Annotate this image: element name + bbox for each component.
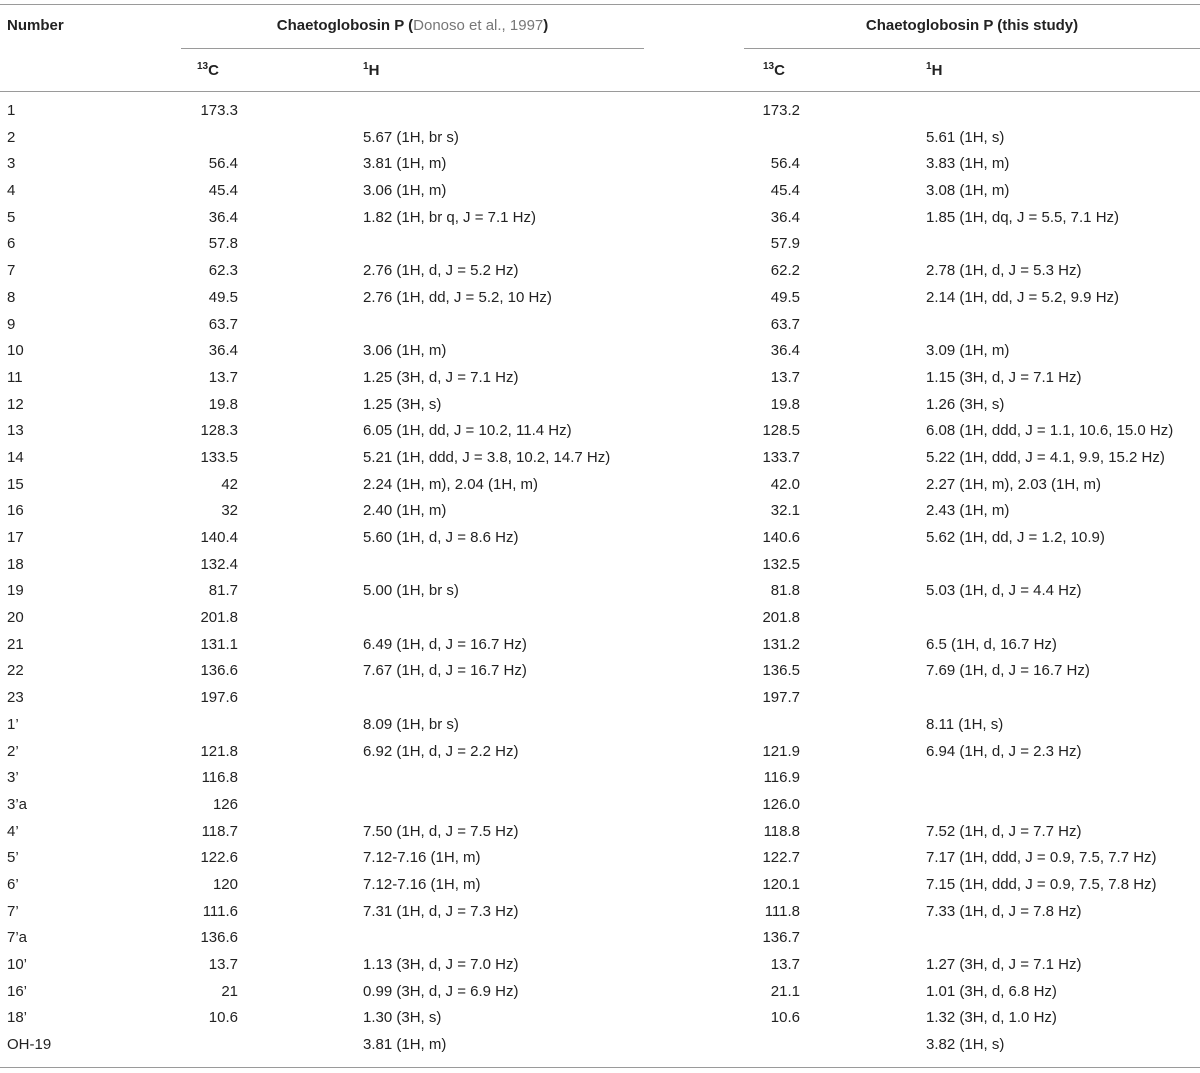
- table-row: [0, 605, 1200, 632]
- cell-1h-this-study: 3.08 (1H, m): [926, 182, 1010, 200]
- cell-13c-this-study: 197.7: [762, 689, 800, 707]
- cell-13c-literature: 136.6: [200, 662, 238, 680]
- cell-number: 4’: [7, 822, 19, 840]
- cell-1h-literature: 5.67 (1H, br s): [363, 128, 459, 146]
- cell-number: 6: [7, 235, 16, 253]
- cell-13c-literature: 36.4: [208, 208, 238, 226]
- table-row: [0, 739, 1200, 766]
- header-13c-label: C: [774, 62, 785, 79]
- table-row: [0, 765, 1200, 792]
- cell-13c-this-study: 36.4: [770, 342, 800, 360]
- cell-13c-literature: 10.6: [208, 1009, 238, 1027]
- table-row: [0, 472, 1200, 499]
- cell-number: 16’: [7, 982, 28, 1000]
- cell-1h-literature: 7.12-7.16 (1H, m): [363, 849, 481, 867]
- cell-1h-literature: 8.09 (1H, br s): [363, 715, 459, 733]
- cell-13c-literature: 120: [212, 875, 238, 893]
- cell-1h-this-study: 1.15 (3H, d, J = 7.1 Hz): [926, 368, 1082, 386]
- cell-number: 7: [7, 262, 16, 280]
- cell-13c-literature: 62.3: [208, 262, 238, 280]
- cell-1h-literature: 2.76 (1H, d, J = 5.2 Hz): [363, 262, 519, 280]
- group-rule-this-study: [744, 48, 1200, 49]
- table-row: [0, 151, 1200, 178]
- cell-13c-this-study: 120.1: [762, 875, 800, 893]
- cell-13c-literature: 49.5: [208, 288, 238, 306]
- cell-number: 8: [7, 288, 16, 306]
- cell-13c-this-study: 173.2: [762, 102, 800, 119]
- cell-1h-this-study: 6.94 (1H, d, J = 2.3 Hz): [926, 742, 1082, 760]
- table-row: [0, 125, 1200, 152]
- table-row: [0, 98, 1200, 125]
- cell-1h-literature: 7.12-7.16 (1H, m): [363, 875, 481, 893]
- cell-13c-literature: 63.7: [208, 315, 238, 333]
- table-row: [0, 338, 1200, 365]
- cell-13c-this-study: 118.8: [763, 822, 800, 840]
- cell-13c-this-study: 13.7: [770, 368, 800, 386]
- table-row: [0, 312, 1200, 339]
- cell-13c-this-study: 136.5: [762, 662, 800, 680]
- cell-number: 3’: [7, 769, 19, 787]
- cell-number: 7’a: [7, 929, 28, 947]
- cell-13c-this-study: 81.8: [770, 582, 800, 600]
- header-1h-label: H: [931, 62, 943, 79]
- table-row: [0, 925, 1200, 952]
- cell-13c-literature: 21: [221, 982, 238, 1000]
- table-row: [0, 872, 1200, 899]
- cell-number: 18: [7, 555, 24, 573]
- cell-number: 12: [7, 395, 24, 413]
- cell-number: 2’: [7, 742, 19, 760]
- cell-13c-literature: 131.1: [200, 635, 238, 653]
- table-row: [0, 205, 1200, 232]
- cell-number: OH-19: [7, 1036, 52, 1054]
- cell-number: 18’: [7, 1009, 28, 1027]
- cell-13c-literature: 132.4: [200, 555, 238, 573]
- table-row: [0, 392, 1200, 419]
- header-13c-label: C: [208, 62, 219, 79]
- cell-number: 20: [7, 609, 24, 627]
- cell-number: 23: [7, 689, 24, 707]
- cell-13c-this-study: 56.4: [770, 155, 800, 173]
- cell-13c-this-study: 13.7: [770, 956, 800, 973]
- cell-1h-this-study: 2.27 (1H, m), 2.03 (1H, m): [926, 475, 1102, 493]
- cell-13c-this-study: 121.9: [762, 742, 800, 760]
- table-row: [0, 525, 1200, 552]
- cell-1h-this-study: 1.32 (3H, d, 1.0 Hz): [926, 1009, 1057, 1027]
- header-bottom-rule: [0, 91, 1200, 92]
- cell-13c-literature: 128.3: [200, 422, 238, 440]
- table-row: [0, 578, 1200, 605]
- cell-13c-literature: 140.4: [200, 529, 238, 546]
- header-1h-label: H: [368, 62, 380, 79]
- cell-1h-literature: 5.21 (1H, ddd, J = 3.8, 10.2, 14.7 Hz): [363, 448, 611, 466]
- cell-1h-literature: 3.06 (1H, m): [363, 342, 447, 360]
- cell-1h-literature: 3.81 (1H, m): [363, 155, 447, 173]
- cell-13c-this-study: 62.2: [770, 262, 800, 280]
- table-row: [0, 258, 1200, 285]
- table-row: [0, 952, 1200, 979]
- cell-1h-this-study: 5.61 (1H, s): [926, 128, 1005, 146]
- header-13c-literature: [197, 62, 219, 79]
- cell-1h-literature: 1.13 (3H, d, J = 7.0 Hz): [363, 956, 519, 973]
- cell-13c-this-study: 131.2: [762, 635, 800, 653]
- cell-number: 1’: [7, 715, 19, 733]
- header-13c-this-study: [763, 62, 785, 79]
- cell-1h-this-study: 1.26 (3H, s): [926, 395, 1005, 413]
- cell-1h-literature: 1.30 (3H, s): [363, 1009, 442, 1027]
- cell-13c-literature: 121.8: [200, 742, 238, 760]
- cell-1h-this-study: 3.82 (1H, s): [926, 1036, 1005, 1054]
- cell-1h-this-study: 1.27 (3H, d, J = 7.1 Hz): [926, 956, 1082, 973]
- header-group-literature-title: Chaetoglobosin P (: [276, 17, 414, 34]
- cell-13c-literature: 118.7: [201, 822, 238, 840]
- cell-number: 17: [7, 529, 24, 546]
- table-row: [0, 792, 1200, 819]
- cell-1h-this-study: 1.01 (3H, d, 6.8 Hz): [926, 982, 1057, 1000]
- cell-1h-literature: 7.67 (1H, d, J = 16.7 Hz): [363, 662, 527, 680]
- cell-number: 10’: [7, 956, 28, 973]
- cell-number: 16: [7, 502, 24, 520]
- cell-13c-this-study: 111.8: [764, 902, 800, 920]
- cell-1h-this-study: 3.83 (1H, m): [926, 155, 1010, 173]
- cell-13c-this-study: 201.8: [762, 609, 800, 627]
- cell-1h-this-study: 1.85 (1H, dq, J = 5.5, 7.1 Hz): [926, 208, 1120, 226]
- citation-link[interactable]: Donoso et al., 1997: [413, 17, 544, 34]
- cell-13c-literature: 173.3: [200, 102, 238, 119]
- cell-13c-this-study: 36.4: [770, 208, 800, 226]
- cell-1h-literature: 2.76 (1H, dd, J = 5.2, 10 Hz): [363, 288, 552, 306]
- cell-1h-this-study: 5.03 (1H, d, J = 4.4 Hz): [926, 582, 1082, 600]
- cell-1h-literature: 1.82 (1H, br q, J = 7.1 Hz): [363, 208, 536, 226]
- cell-13c-literature: 122.6: [200, 849, 238, 867]
- cell-1h-literature: 5.60 (1H, d, J = 8.6 Hz): [363, 529, 519, 546]
- cell-1h-this-study: 8.11 (1H, s): [926, 715, 1004, 733]
- cell-1h-this-study: 6.5 (1H, d, 16.7 Hz): [926, 635, 1057, 653]
- header-13c-sup: 13: [763, 61, 775, 72]
- table-row: [0, 899, 1200, 926]
- cell-1h-literature: 3.81 (1H, m): [363, 1036, 447, 1054]
- cell-1h-literature: 6.92 (1H, d, J = 2.2 Hz): [363, 742, 519, 760]
- table-row: [0, 231, 1200, 258]
- cell-13c-literature: 126: [212, 795, 238, 813]
- cell-13c-this-study: 136.7: [762, 929, 800, 947]
- cell-1h-this-study: 7.33 (1H, d, J = 7.8 Hz): [926, 902, 1082, 920]
- cell-13c-literature: 36.4: [208, 342, 238, 360]
- cell-1h-this-study: 2.78 (1H, d, J = 5.3 Hz): [926, 262, 1082, 280]
- cell-1h-literature: 0.99 (3H, d, J = 6.9 Hz): [363, 982, 519, 1000]
- cell-13c-this-study: 21.1: [770, 982, 800, 1000]
- cell-number: 3’a: [7, 795, 28, 813]
- cell-1h-literature: 5.00 (1H, br s): [363, 582, 459, 600]
- header-group-this-study: Chaetoglobosin P (this study): [865, 17, 1079, 34]
- cell-13c-literature: 116.8: [201, 769, 238, 787]
- cell-1h-literature: 7.50 (1H, d, J = 7.5 Hz): [363, 822, 519, 840]
- cell-1h-this-study: 7.69 (1H, d, J = 16.7 Hz): [926, 662, 1090, 680]
- table-bottom-rule: [0, 1067, 1200, 1068]
- cell-13c-this-study: 42.0: [770, 475, 800, 493]
- table-body: [0, 98, 1200, 1059]
- cell-number: 1: [7, 102, 16, 119]
- cell-number: 4: [7, 182, 16, 200]
- table-row: [0, 658, 1200, 685]
- cell-1h-literature: 2.40 (1H, m): [363, 502, 447, 520]
- table-row: [0, 979, 1200, 1006]
- header-1h-this-study: [926, 62, 942, 79]
- table-row: [0, 445, 1200, 472]
- table-row: [0, 365, 1200, 392]
- cell-13c-this-study: 32.1: [770, 502, 800, 520]
- cell-13c-this-study: 57.9: [770, 235, 800, 253]
- cell-13c-literature: 45.4: [208, 182, 238, 200]
- cell-13c-literature: 136.6: [200, 929, 238, 947]
- cell-1h-literature: 2.24 (1H, m), 2.04 (1H, m): [363, 475, 539, 493]
- cell-13c-literature: 56.4: [208, 155, 238, 173]
- cell-13c-literature: 19.8: [208, 395, 238, 413]
- cell-1h-literature: 6.49 (1H, d, J = 16.7 Hz): [363, 635, 527, 653]
- cell-13c-this-study: 122.7: [762, 849, 800, 867]
- cell-number: 10: [7, 342, 24, 360]
- cell-1h-this-study: 7.15 (1H, ddd, J = 0.9, 7.5, 7.8 Hz): [926, 875, 1157, 893]
- group-rule-literature: [181, 48, 644, 49]
- table-row: [0, 845, 1200, 872]
- header-group-literature-close: ): [543, 17, 549, 34]
- table-top-rule: [0, 4, 1200, 5]
- cell-13c-this-study: 133.7: [762, 448, 800, 466]
- cell-13c-literature: 81.7: [208, 582, 238, 600]
- table-row: [0, 178, 1200, 205]
- cell-13c-literature: 111.6: [202, 902, 238, 920]
- cell-13c-literature: 13.7: [208, 956, 238, 973]
- cell-13c-literature: 133.5: [200, 448, 238, 466]
- table-row: [0, 632, 1200, 659]
- cell-number: 3: [7, 155, 16, 173]
- cell-1h-literature: 7.31 (1H, d, J = 7.3 Hz): [363, 902, 519, 920]
- cell-13c-literature: 57.8: [208, 235, 238, 253]
- cell-number: 5: [7, 208, 16, 226]
- cell-13c-this-study: 10.6: [770, 1009, 800, 1027]
- cell-1h-literature: 3.06 (1H, m): [363, 182, 447, 200]
- cell-number: 6’: [7, 875, 19, 893]
- cell-number: 7’: [7, 902, 19, 920]
- cell-13c-this-study: 132.5: [762, 555, 800, 573]
- header-1h-sup: 1: [363, 61, 369, 72]
- table-row: [0, 498, 1200, 525]
- header-1h-sup: 1: [926, 61, 932, 72]
- cell-1h-this-study: 6.08 (1H, ddd, J = 1.1, 10.6, 15.0 Hz): [926, 422, 1174, 440]
- cell-number: 2: [7, 128, 16, 146]
- table-row: [0, 712, 1200, 739]
- cell-1h-this-study: 3.09 (1H, m): [926, 342, 1010, 360]
- cell-13c-this-study: 140.6: [762, 529, 800, 546]
- cell-1h-this-study: 7.17 (1H, ddd, J = 0.9, 7.5, 7.7 Hz): [926, 849, 1157, 867]
- cell-13c-this-study: 63.7: [770, 315, 800, 333]
- header-13c-sup: 13: [197, 61, 209, 72]
- cell-1h-this-study: 7.52 (1H, d, J = 7.7 Hz): [926, 822, 1082, 840]
- table-row: [0, 418, 1200, 445]
- cell-13c-this-study: 19.8: [770, 395, 800, 413]
- cell-number: 14: [7, 448, 24, 466]
- table-row: [0, 285, 1200, 312]
- cell-1h-this-study: 5.22 (1H, ddd, J = 4.1, 9.9, 15.2 Hz): [926, 448, 1165, 466]
- cell-number: 5’: [7, 849, 19, 867]
- cell-number: 19: [7, 582, 24, 600]
- cell-13c-literature: 201.8: [200, 609, 238, 627]
- cell-number: 21: [7, 635, 24, 653]
- cell-number: 13: [7, 422, 24, 440]
- cell-13c-literature: 13.7: [208, 368, 238, 386]
- cell-13c-literature: 197.6: [200, 689, 238, 707]
- cell-number: 11: [7, 368, 23, 386]
- cell-1h-literature: 1.25 (3H, d, J = 7.1 Hz): [363, 368, 519, 386]
- cell-13c-this-study: 128.5: [762, 422, 800, 440]
- cell-1h-literature: 6.05 (1H, dd, J = 10.2, 11.4 Hz): [363, 422, 572, 440]
- header-group-literature: [181, 17, 644, 34]
- cell-13c-this-study: 126.0: [762, 795, 800, 813]
- cell-13c-literature: 32: [221, 502, 238, 520]
- cell-1h-this-study: 2.43 (1H, m): [926, 502, 1010, 520]
- header-1h-literature: [363, 62, 379, 79]
- table-row: [0, 819, 1200, 846]
- cell-number: 9: [7, 315, 16, 333]
- header-number: Number: [7, 17, 64, 34]
- table-row: [0, 1032, 1200, 1059]
- cell-number: 22: [7, 662, 24, 680]
- cell-13c-this-study: 45.4: [770, 182, 800, 200]
- table-row: [0, 685, 1200, 712]
- cell-1h-this-study: 2.14 (1H, dd, J = 5.2, 9.9 Hz): [926, 288, 1120, 306]
- cell-13c-this-study: 49.5: [770, 288, 800, 306]
- cell-13c-literature: 42: [221, 475, 238, 493]
- table-row: [0, 552, 1200, 579]
- cell-number: 15: [7, 475, 24, 493]
- cell-13c-this-study: 116.9: [763, 769, 800, 787]
- table-row: [0, 1005, 1200, 1032]
- cell-1h-literature: 1.25 (3H, s): [363, 395, 442, 413]
- cell-1h-this-study: 5.62 (1H, dd, J = 1.2, 10.9): [926, 529, 1105, 546]
